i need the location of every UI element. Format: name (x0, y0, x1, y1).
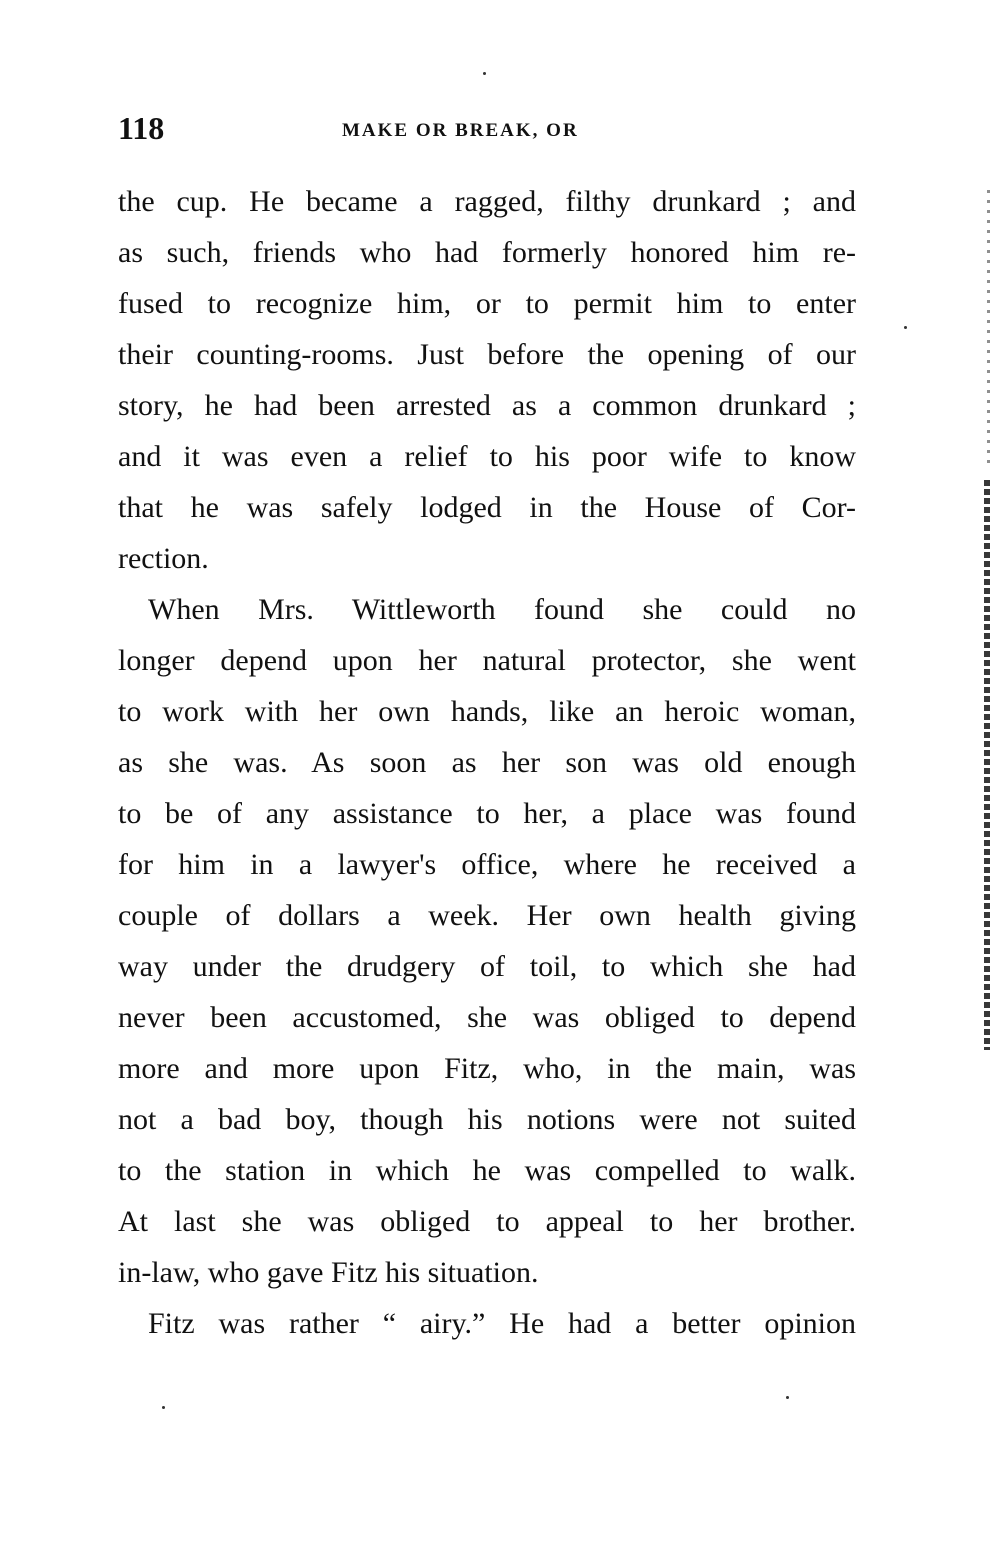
text-line: that he was safely lodged in the House of Cor- (118, 491, 856, 524)
print-speck (786, 1396, 789, 1399)
body-text (118, 176, 856, 1349)
text-line: to work with her own hands, like an heroic woman, (118, 695, 856, 728)
page-edge-shadow (987, 190, 990, 470)
text-line: for him in a lawyer's office, where he received a (118, 848, 856, 881)
text-line: Fitz was rather “ airy.” He had a better opinion (148, 1307, 856, 1340)
text-line: never been accustomed, she was obliged to depend (118, 1001, 856, 1034)
text-line: rection. (118, 542, 209, 575)
running-head: MAKE OR BREAK, OR (342, 120, 579, 141)
text-line: story, he had been arrested as a common drunkard ; (118, 389, 856, 422)
text-line: the cup. He became a ragged, filthy drunkard ; and (118, 185, 856, 218)
page-edge-shadow (984, 480, 990, 1050)
text-line: as such, friends who had formerly honored him re- (118, 236, 856, 269)
print-speck (162, 1406, 165, 1409)
text-line: their counting-rooms. Just before the opening of our (118, 338, 856, 371)
text-line: to the station in which he was compelled to walk. (118, 1154, 856, 1187)
paragraph-3 (118, 1298, 856, 1349)
paragraph-2 (118, 584, 856, 1298)
text-line: in-law, who gave Fitz his situation. (118, 1256, 539, 1289)
text-line: as she was. As soon as her son was old enough (118, 746, 856, 779)
text-line: couple of dollars a week. Her own health giving (118, 899, 856, 932)
text-line: At last she was obliged to appeal to her brother. (118, 1205, 856, 1238)
text-line: way under the drudgery of toil, to which she had (118, 950, 856, 983)
text-line: fused to recognize him, or to permit him to enter (118, 287, 856, 320)
text-line: longer depend upon her natural protector, she went (118, 644, 856, 677)
text-line: more and more upon Fitz, who, in the main, was (118, 1052, 856, 1085)
page-number: 118 (118, 110, 165, 146)
print-speck (904, 326, 907, 329)
print-speck (483, 72, 486, 75)
text-line: and it was even a relief to his poor wife to know (118, 440, 856, 473)
paragraph-1 (118, 176, 856, 584)
text-line: to be of any assistance to her, a place was found (118, 797, 856, 830)
text-line: not a bad boy, though his notions were not suited (118, 1103, 856, 1136)
text-line: When Mrs. Wittleworth found she could no (148, 593, 856, 626)
